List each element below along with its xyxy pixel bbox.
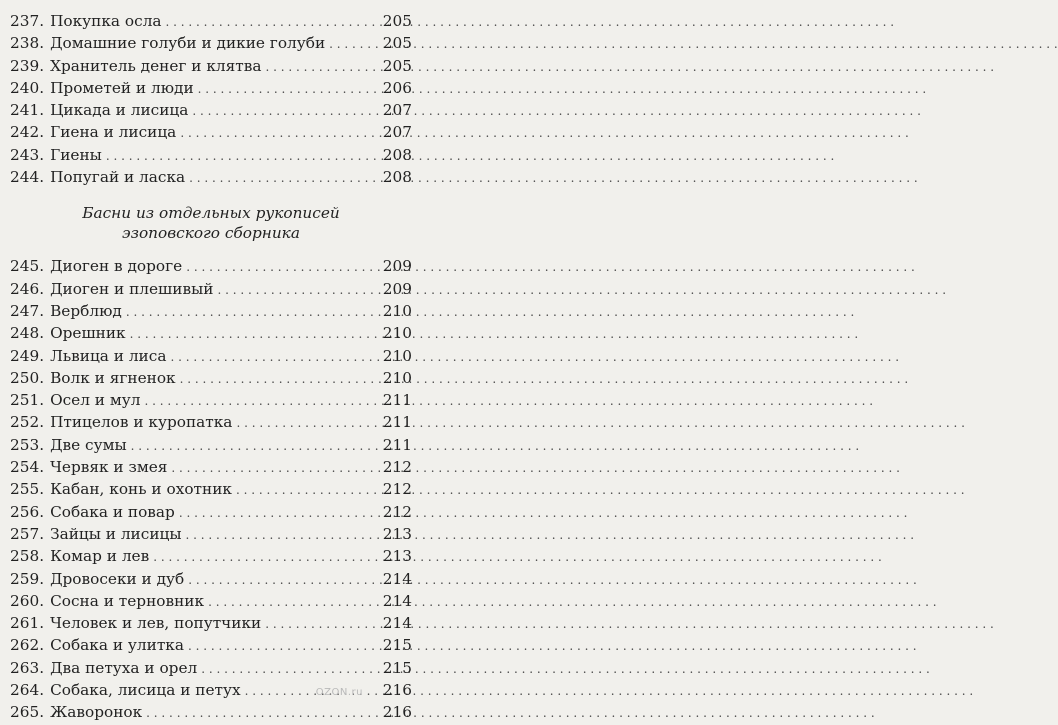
- toc-entry: [10, 144, 412, 166]
- dot-leader: [186, 256, 379, 278]
- dot-leader: [179, 502, 379, 524]
- dot-leader: [171, 457, 378, 479]
- toc-entry: [10, 389, 412, 411]
- entry-number: 249.: [10, 346, 45, 365]
- toc-entry: [10, 345, 412, 367]
- entry-title: Кабан, конь и охотник: [50, 480, 232, 499]
- entry-title: Червяк и змея: [50, 458, 168, 477]
- dot-leader: [236, 412, 378, 434]
- entry-title: Волк и ягненок: [50, 368, 176, 387]
- entry-number: 261.: [10, 614, 45, 633]
- entry-number: 243.: [10, 145, 45, 164]
- dot-leader: [217, 279, 378, 301]
- entry-page: 210: [382, 368, 412, 387]
- entry-title: Орешник: [50, 324, 126, 343]
- dot-leader: [189, 167, 379, 189]
- entry-page: 215: [382, 658, 412, 677]
- entry-number: 244.: [10, 168, 45, 187]
- entry-page: 210: [382, 301, 412, 320]
- toc-entry: [10, 55, 412, 77]
- dot-leader: [201, 658, 379, 680]
- entry-page: 205: [382, 56, 412, 75]
- entry-page: 214: [382, 614, 412, 633]
- entry-title: Жаворонок: [50, 703, 143, 722]
- dot-leader: [208, 591, 379, 613]
- toc-entry: [10, 701, 412, 723]
- entry-title: Комар и лев: [50, 547, 150, 566]
- dot-leader: [265, 56, 378, 78]
- toc-entry: [10, 590, 412, 612]
- toc-entry: [10, 478, 412, 500]
- entry-number: 258.: [10, 547, 45, 566]
- entry-number: 242.: [10, 123, 45, 142]
- entry-title: Гиена и лисица: [50, 123, 177, 142]
- toc-entry: [10, 501, 412, 523]
- toc-list-section1: [10, 10, 412, 188]
- toc-entry: [10, 657, 412, 679]
- entry-page: 212: [382, 480, 412, 499]
- entry-number: 264.: [10, 681, 45, 700]
- entry-number: 246.: [10, 279, 45, 298]
- toc-entry: [10, 300, 412, 322]
- dot-leader: [180, 122, 378, 144]
- toc-entry: [10, 255, 412, 277]
- dot-leader: [153, 546, 379, 568]
- entry-page: 209: [382, 257, 412, 276]
- entry-page: 208: [382, 145, 412, 164]
- dot-leader: [106, 145, 379, 167]
- entry-number: 254.: [10, 458, 45, 477]
- entry-number: 262.: [10, 636, 45, 655]
- entry-page: 216: [382, 703, 412, 722]
- entry-number: 252.: [10, 413, 45, 432]
- section-heading-line1: Басни из отдельных рукописей: [82, 204, 340, 223]
- entry-title: Два петуха и орел: [50, 658, 198, 677]
- entry-page: 205: [382, 12, 412, 30]
- entry-page: 211: [382, 391, 412, 410]
- entry-title: Собака, лисица и петух: [50, 681, 241, 700]
- entry-page: 208: [382, 168, 412, 187]
- toc-entry: [10, 634, 412, 656]
- toc-list-section2: [10, 255, 412, 723]
- toc-entry: [10, 10, 412, 32]
- toc-entry: [10, 434, 412, 456]
- toc-entry: [10, 545, 412, 567]
- entry-number: 253.: [10, 435, 45, 454]
- toc-entry: [10, 456, 412, 478]
- entry-title: Птицелов и куропатка: [50, 413, 233, 432]
- entry-page: 214: [382, 591, 412, 610]
- entry-title: Собака и повар: [50, 502, 175, 521]
- entry-title: Цикада и лисица: [50, 101, 189, 120]
- entry-number: 245.: [10, 257, 45, 276]
- entry-title: Попугай и ласка: [50, 168, 186, 187]
- entry-page: 205: [382, 34, 412, 53]
- dot-leader: [131, 435, 379, 457]
- entry-title: Львица и лиса: [50, 346, 167, 365]
- entry-title: Верблюд: [50, 301, 122, 320]
- entry-number: 259.: [10, 569, 45, 588]
- toc-entry: [10, 166, 412, 188]
- entry-page: 212: [382, 502, 412, 521]
- toc-entry: [10, 411, 412, 433]
- entry-number: 248.: [10, 324, 45, 343]
- entry-page: 215: [382, 636, 412, 655]
- entry-page: 213: [382, 524, 412, 543]
- dot-leader: [126, 301, 379, 323]
- section-heading: [10, 203, 412, 243]
- entry-page: 210: [382, 346, 412, 365]
- entry-title: Хранитель денег и клятва: [50, 56, 262, 75]
- entry-title: Собака и улитка: [50, 636, 184, 655]
- entry-title: Осел и мул: [50, 391, 141, 410]
- entry-number: 241.: [10, 101, 45, 120]
- dot-leader: [188, 635, 379, 657]
- dot-leader: [144, 390, 378, 412]
- toc-entry: [10, 121, 412, 143]
- dot-leader: [146, 702, 379, 724]
- dot-leader: [265, 613, 379, 635]
- entry-title: Домашние голуби и дикие голуби: [50, 34, 326, 53]
- entry-title: Человек и лев, попутчики: [50, 614, 262, 633]
- dot-leader: [188, 569, 379, 591]
- entry-number: 250.: [10, 368, 45, 387]
- toc-entry: [10, 612, 412, 634]
- toc-entry: [10, 99, 412, 121]
- toc-entry: [10, 367, 412, 389]
- dot-leader: [192, 100, 378, 122]
- entry-number: 247.: [10, 301, 45, 320]
- entry-page: 207: [382, 101, 412, 120]
- watermark: OZON.ru: [315, 687, 363, 698]
- entry-number: 239.: [10, 56, 45, 75]
- toc-entry: [10, 32, 412, 54]
- dot-leader: [236, 479, 379, 501]
- dot-leader: [186, 524, 379, 546]
- entry-title: Сосна и терновник: [50, 591, 205, 610]
- toc-entry: [10, 523, 412, 545]
- entry-number: 265.: [10, 703, 45, 722]
- entry-page: 214: [382, 569, 412, 588]
- entry-page: 209: [382, 279, 412, 298]
- dot-leader: [166, 11, 379, 33]
- entry-title: Дровосеки и дуб: [50, 569, 185, 588]
- toc-entry: [10, 568, 412, 590]
- entry-page: 216: [382, 681, 412, 700]
- entry-page: 206: [382, 78, 412, 97]
- toc-entry: [10, 77, 412, 99]
- entry-title: Диоген в дороге: [50, 257, 183, 276]
- entry-number: 260.: [10, 591, 45, 610]
- book-page: [0, 0, 423, 722]
- entry-page: 210: [382, 324, 412, 343]
- entry-number: 263.: [10, 658, 45, 677]
- entry-number: 238.: [10, 34, 45, 53]
- dot-leader: [198, 78, 379, 100]
- entry-title: Гиены: [50, 145, 102, 164]
- entry-page: 213: [382, 547, 412, 566]
- dot-leader: [170, 346, 378, 368]
- dot-leader: [329, 33, 379, 55]
- toc-entry: [10, 278, 412, 300]
- entry-number: 257.: [10, 524, 45, 543]
- entry-page: 211: [382, 413, 412, 432]
- entry-number: 237.: [10, 12, 45, 30]
- entry-number: 255.: [10, 480, 45, 499]
- toc-entry: [10, 322, 412, 344]
- entry-title: Диоген и плешивый: [50, 279, 214, 298]
- entry-number: 256.: [10, 502, 45, 521]
- entry-title: Две сумы: [50, 435, 127, 454]
- section-heading-line2: эзоповского сборника: [122, 224, 300, 243]
- dot-leader: [180, 368, 379, 390]
- entry-number: 251.: [10, 391, 45, 410]
- entry-title: Зайцы и лисицы: [50, 524, 182, 543]
- entry-title: Прометей и люди: [50, 78, 194, 97]
- entry-number: 240.: [10, 78, 45, 97]
- entry-page: 212: [382, 458, 412, 477]
- entry-page: 211: [382, 435, 412, 454]
- entry-title: Покупка осла: [50, 12, 162, 30]
- dot-leader: [130, 323, 379, 345]
- entry-page: 207: [382, 123, 412, 142]
